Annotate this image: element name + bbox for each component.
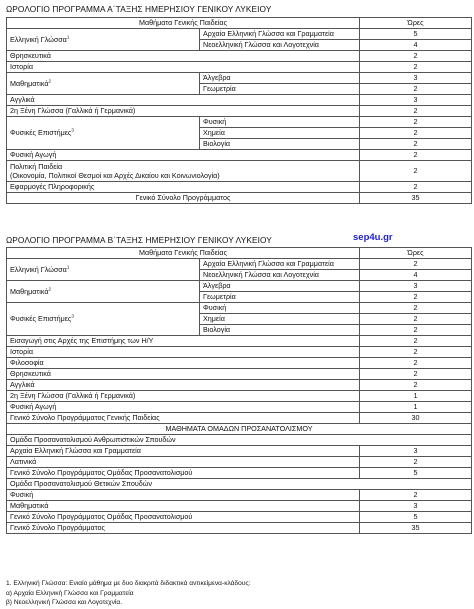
grade-b-table xyxy=(6,247,472,534)
subject-math: Μαθηματικά$^2$ xyxy=(7,73,200,95)
hours-cell: 2 xyxy=(360,347,472,358)
subject-geometry: Γεωμετρία xyxy=(200,84,360,95)
footnotes xyxy=(6,579,250,608)
hours-cell: 2 xyxy=(360,490,472,501)
table-row xyxy=(7,512,472,523)
total-hours: 35 xyxy=(360,193,472,204)
subject-biology: Βιολογία xyxy=(200,325,360,336)
hours-cell: 4 xyxy=(360,270,472,281)
table-row xyxy=(7,18,472,29)
subject-pe: Φυσική Αγωγή xyxy=(7,150,360,161)
subject-pe: Φυσική Αγωγή xyxy=(7,402,360,413)
humanities-total-hours: 5 xyxy=(360,468,472,479)
subject-foreign-language: 2η Ξένη Γλώσσα (Γαλλικά ή Γερμανικά) xyxy=(7,106,360,117)
table-row xyxy=(7,490,472,501)
subject-ancient-greek: Αρχαία Ελληνική Γλώσσα και Γραμματεία xyxy=(7,446,360,457)
hours-cell: 2 xyxy=(360,325,472,336)
hours-cell: 2 xyxy=(360,150,472,161)
hours-cell: 2 xyxy=(360,51,472,62)
table-row xyxy=(7,523,472,534)
subject-science: Φυσικές Επιστήμες$^3$ xyxy=(7,303,200,336)
table-row xyxy=(7,259,472,270)
subject-chemistry: Χημεία xyxy=(200,314,360,325)
table-row xyxy=(7,369,472,380)
subject-geometry: Γεωμετρία xyxy=(200,292,360,303)
table-row xyxy=(7,73,472,84)
subject-physics: Φυσική xyxy=(200,117,360,128)
science-total-hours: 5 xyxy=(360,512,472,523)
table-row xyxy=(7,95,472,106)
hours-cell: 1 xyxy=(360,391,472,402)
hours-cell: 2 xyxy=(360,259,472,270)
table-row xyxy=(7,501,472,512)
science-group: Ομάδα Προσανατολισμού Θετικών Σπουδών xyxy=(7,479,472,490)
hours-cell: 3 xyxy=(360,95,472,106)
header-hours: Ώρες xyxy=(360,248,472,259)
subject-modern-greek: Νεοελληνική Γλώσσα και Λογοτεχνία xyxy=(200,40,360,51)
header-subjects: Μαθήματα Γενικής Παιδείας xyxy=(7,18,360,29)
subject-greek: Ελληνική Γλώσσα$^1$ xyxy=(7,259,200,281)
hours-cell: 2 xyxy=(360,84,472,95)
hours-cell: 2 xyxy=(360,161,472,182)
footnote-line: α) Αρχαία Ελληνική Γλώσσα και Γραμματεία xyxy=(6,589,134,597)
subject-ancient-greek: Αρχαία Ελληνική Γλώσσα και Γραμματεία xyxy=(200,259,360,270)
hours-cell: 1 xyxy=(360,402,472,413)
subject-religion: Θρησκευτικά xyxy=(7,51,360,62)
table-row xyxy=(7,358,472,369)
subject-science: Φυσικές Επιστήμες$^3$ xyxy=(7,117,200,150)
hours-cell: 2 xyxy=(360,358,472,369)
subject-latin: Λατινικά xyxy=(7,457,360,468)
subject-religion: Θρησκευτικά xyxy=(7,369,360,380)
table-row xyxy=(7,457,472,468)
table-row xyxy=(7,51,472,62)
subject-math: Μαθηματικά xyxy=(7,501,360,512)
table-row xyxy=(7,402,472,413)
grade-b-title: ΩΡΟΛΟΓΙΟ ΠΡΟΓΡΑΜΜΑ Β΄ΤΑΞΗΣ ΗΜΕΡΗΣΙΟΥ ΓΕΝΙΚΟΥ ΛΥΚΕΙΟΥ xyxy=(6,235,272,245)
table-row xyxy=(7,468,472,479)
table-row xyxy=(7,248,472,259)
hours-cell: 4 xyxy=(360,40,472,51)
hours-cell: 2 xyxy=(360,292,472,303)
watermark: sep4u.gr xyxy=(353,232,393,243)
humanities-group: Ομάδα Προσανατολισμού Ανθρωπιστικών Σπουδών xyxy=(7,435,472,446)
subject-computer-science: Εισαγωγή στις Αρχές της Επιστήμης των Η/Υ xyxy=(7,336,360,347)
subject-it: Εφαρμογές Πληροφορικής xyxy=(7,182,360,193)
subject-ancient-greek: Αρχαία Ελληνική Γλώσσα και Γραμματεία xyxy=(200,29,360,40)
table-row xyxy=(7,62,472,73)
table-row xyxy=(7,193,472,204)
subject-greek: Ελληνική Γλώσσα$^1$ xyxy=(7,29,200,51)
hours-cell: 2 xyxy=(360,303,472,314)
header-subjects: Μαθήματα Γενικής Παιδείας xyxy=(7,248,360,259)
total-hours: 35 xyxy=(360,523,472,534)
table-row xyxy=(7,106,472,117)
hours-cell: 2 xyxy=(360,314,472,325)
orientation-header: ΜΑΘΗΜΑΤΑ ΟΜΑΔΩΝ ΠΡΟΣΑΝΑΤΟΛΙΣΜΟΥ xyxy=(7,424,472,435)
subject-biology: Βιολογία xyxy=(200,139,360,150)
hours-cell: 2 xyxy=(360,182,472,193)
table-row xyxy=(7,435,472,446)
total-label: Γενικό Σύνολο Προγράμματος xyxy=(7,193,360,204)
table-row xyxy=(7,182,472,193)
science-total-label: Γενικό Σύνολο Προγράμματος Ομάδας Προσανατολισμού xyxy=(7,512,360,523)
table-row xyxy=(7,281,472,292)
table-row xyxy=(7,29,472,40)
subject-physics: Φυσική xyxy=(200,303,360,314)
table-row xyxy=(7,413,472,424)
table-row xyxy=(7,150,472,161)
table-row xyxy=(7,424,472,435)
subject-chemistry: Χημεία xyxy=(200,128,360,139)
hours-cell: 2 xyxy=(360,106,472,117)
hours-cell: 2 xyxy=(360,457,472,468)
grade-a-title: ΩΡΟΛΟΓΙΟ ΠΡΟΓΡΑΜΜΑ Α΄ΤΑΞΗΣ ΗΜΕΡΗΣΙΟΥ ΓΕΝΙΚΟΥ ΛΥΚΕΙΟΥ xyxy=(6,4,272,14)
grade-a-table xyxy=(6,17,472,204)
subject-algebra: Άλγεβρα xyxy=(200,281,360,292)
header-hours: Ώρες xyxy=(360,18,472,29)
table-row xyxy=(7,117,472,128)
table-row xyxy=(7,391,472,402)
table-row xyxy=(7,303,472,314)
subject-history: Ιστορία xyxy=(7,347,360,358)
subject-politics: Πολιτική Παιδεία (Οικονομία, Πολιτικοί Θεσμοί και Αρχές Δικαίου και Κοινωνιολογία) xyxy=(7,161,360,182)
table-row xyxy=(7,380,472,391)
hours-cell: 2 xyxy=(360,336,472,347)
humanities-total-label: Γενικό Σύνολο Προγράμματος Ομάδας Προσανατολισμού xyxy=(7,468,360,479)
hours-cell: 2 xyxy=(360,62,472,73)
hours-cell: 3 xyxy=(360,281,472,292)
table-row xyxy=(7,161,472,182)
general-total-hours: 30 xyxy=(360,413,472,424)
hours-cell: 2 xyxy=(360,369,472,380)
subject-physics: Φυσική xyxy=(7,490,360,501)
subject-modern-greek: Νεοελληνική Γλώσσα και Λογοτεχνία xyxy=(200,270,360,281)
hours-cell: 2 xyxy=(360,128,472,139)
table-row xyxy=(7,479,472,490)
footnote-line: β) Νεοελληνική Γλώσσα και Λογοτεχνία. xyxy=(6,599,123,606)
subject-english: Αγγλικά xyxy=(7,95,360,106)
general-total-label: Γενικό Σύνολο Προγράμματος Γενικής Παιδείας xyxy=(7,413,360,424)
total-label: Γενικό Σύνολο Προγράμματος xyxy=(7,523,360,534)
subject-history: Ιστορία xyxy=(7,62,360,73)
hours-cell: 2 xyxy=(360,117,472,128)
subject-math: Μαθηματικά$^2$ xyxy=(7,281,200,303)
hours-cell: 3 xyxy=(360,446,472,457)
table-row xyxy=(7,336,472,347)
hours-cell: 5 xyxy=(360,29,472,40)
hours-cell: 2 xyxy=(360,380,472,391)
subject-algebra: Άλγεβρα xyxy=(200,73,360,84)
subject-philosophy: Φιλοσοφία xyxy=(7,358,360,369)
table-row xyxy=(7,446,472,457)
hours-cell: 2 xyxy=(360,139,472,150)
footnote-line: 1. Ελληνική Γλώσσα: Ενιαίο μάθημα με δυο διακριτά διδακτικά αντικείμενα-κλάδους: xyxy=(6,580,251,587)
table-row xyxy=(7,347,472,358)
subject-english: Αγγλικά xyxy=(7,380,360,391)
hours-cell: 3 xyxy=(360,73,472,84)
hours-cell: 3 xyxy=(360,501,472,512)
subject-foreign-language: 2η Ξένη Γλώσσα (Γαλλικά ή Γερμανικά) xyxy=(7,391,360,402)
